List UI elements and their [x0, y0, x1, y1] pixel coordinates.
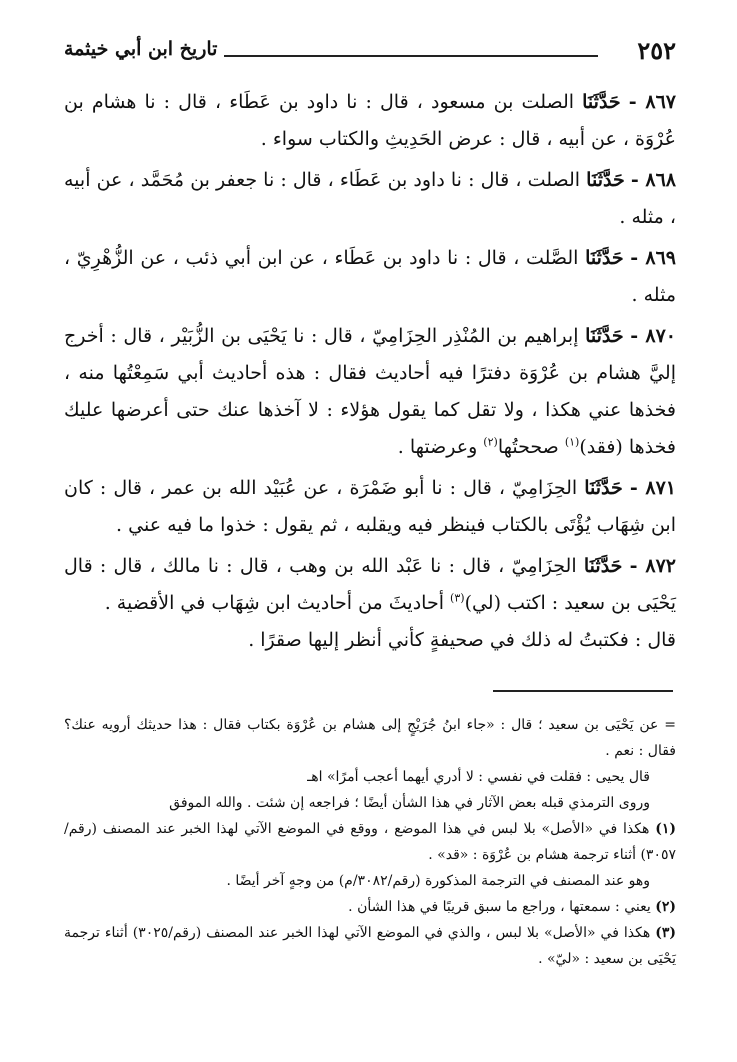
entry-number: ٨٧٠ - — [630, 325, 677, 347]
entry-text: الحِزَامِيّ ، قال : نا عَبْد الله بن وهب ، قال : نا مالك ، قال : قال يَحْيَى بن سعيد : اكتب (لي) — [64, 555, 676, 614]
entry-text: أحاديثَ من أحاديث ابن شِهَاب في الأقضية . — [104, 592, 444, 614]
footnote-line — [64, 868, 676, 894]
footnote-text: هكذا في «الأصل» بلا لبس في هذا الموضع ، ووقع في الموضع الآتي لهذا الخبر عند المصنف (رقم/٣٠٥٧) أثناء ترجمة هشام بن عُرْوَة : «قد» . — [64, 821, 676, 863]
footnote-separator — [493, 690, 673, 692]
entry-text: وعرضتها . — [397, 436, 478, 458]
entry-number: ٨٦٩ - — [630, 247, 676, 269]
entry-lead: حَدَّثَنَا — [585, 325, 624, 347]
main-text — [64, 84, 676, 659]
entry-868 — [64, 162, 676, 236]
footnote-3 — [64, 920, 676, 972]
entry-text: إبراهيم بن المُنْذِر الحِزَامِيّ ، قال : نا يَحْيَى بن الزُّبَيْر ، قال : أخرج إليَّ هشام بن عُرْوَة دفترًا فيه أحاديث فقال : هذه أحاديث أبي سَمِعْتُها منه ، فخذها عني هكذا ، ولا تقل كما يقول هؤلاء : لا آخذها عنك حتى أعرضها عليك فخذها (فقد) — [64, 325, 676, 458]
entry-text: صححتُها — [497, 436, 559, 458]
entry-lead: حَدَّثَنَا — [582, 91, 621, 113]
footnotes — [64, 712, 676, 972]
entry-number: ٨٦٨ - — [630, 169, 676, 191]
entry-871 — [64, 470, 676, 544]
footnote-mark: (٢) — [655, 899, 676, 915]
entry-text: الصَّلت ، قال : نا داود بن عَطَاء ، عن ابن أبي ذئب ، عن الزُّهْرِيّ ، مثله . — [64, 247, 676, 306]
footnote-text: يعني : سمعتها ، وراجع ما سبق قريبًا في هذا الشأن . — [348, 899, 651, 915]
closing-line: قال : فكتبتُ له ذلك في صحيفةٍ كأني أنظر إليها صقرًا . — [248, 629, 676, 651]
entry-869 — [64, 240, 676, 314]
entry-text: الصلت ، قال : نا داود بن عَطَاء ، قال : نا جعفر بن مُحَمَّد ، عن أبيه ، مثله . — [64, 169, 676, 228]
book-title: تاريخ ابن أبي خيثمة — [64, 38, 218, 60]
entry-lead: حَدَّثَنَا — [586, 169, 625, 191]
footnote-line — [64, 790, 676, 816]
entry-lead: حَدَّثَنَا — [584, 477, 623, 499]
footnote-ref-2: (٢) — [483, 435, 498, 449]
footnote-line — [64, 712, 676, 764]
footnote-line — [64, 764, 676, 790]
entry-number: ٨٧١ - — [629, 477, 676, 499]
footnote-text: وهو عند المصنف في الترجمة المذكورة (رقم/٣٠٨٢/م) من وجهٍ آخر أيضًا . — [226, 873, 650, 889]
entry-number: ٨٦٧ - — [628, 91, 676, 113]
entry-867 — [64, 84, 676, 158]
footnote-ref-3: (٣) — [450, 591, 465, 605]
footnote-mark: (٣) — [655, 925, 676, 941]
entry-text: الحِزَامِيّ ، قال : نا أبو ضَمْرَة ، عن عُبَيْد الله بن عمر ، قال : كان ابن شِهَاب يُؤْتَى بالكتاب فينظر فيه ويقلبه ، ثم يقول : خذوا ما فيه عني . — [64, 477, 676, 536]
footnote-text: هكذا في «الأصل» بلا لبس ، والذي في الموضع الآتي لهذا الخبر عند المصنف (رقم/٣٠٢٥) أثناء ترجمة يَحْيَى بن سعيد : «ليّ» . — [64, 925, 676, 967]
entry-870 — [64, 318, 676, 466]
footnote-2 — [64, 894, 676, 920]
entry-lead: حَدَّثَنَا — [583, 555, 623, 577]
entry-text: الصلت بن مسعود ، قال : نا داود بن عَطَاء ، قال : نا هشام بن عُرْوَة ، عن أبيه ، قال : عرض الحَدِيثِ والكتاب سواء . — [64, 91, 676, 150]
footnote-text: قال يحيى : فقلت في نفسي : لا أدري أيهما أعجب أمرًا» اهـ — [307, 769, 650, 785]
entry-872 — [64, 548, 676, 622]
header-rule — [224, 55, 598, 57]
page-number: ٢٥٢ — [637, 36, 676, 65]
entry-lead: حَدَّثَنَا — [585, 247, 624, 269]
footnote-text: وروى الترمذي قبله بعض الآثار في هذا الشأن أيضًا ؛ فراجعه إن شئت . والله الموفق — [169, 795, 650, 811]
page-header — [64, 34, 676, 74]
footnote-ref-1: (١) — [564, 435, 580, 449]
footnote-1 — [64, 816, 676, 868]
footnote-text: = عن يَحْيَى بن سعيد ؛ قال : «جاء ابنُ جُرَيْجٍ إلى هشام بن عُرْوَة بكتاب فقال : هذا حديثك أرويه عنك؟ فقال : نعم . — [64, 717, 676, 759]
footnote-mark: (١) — [655, 821, 677, 837]
entry-number: ٨٧٢ - — [629, 555, 676, 577]
